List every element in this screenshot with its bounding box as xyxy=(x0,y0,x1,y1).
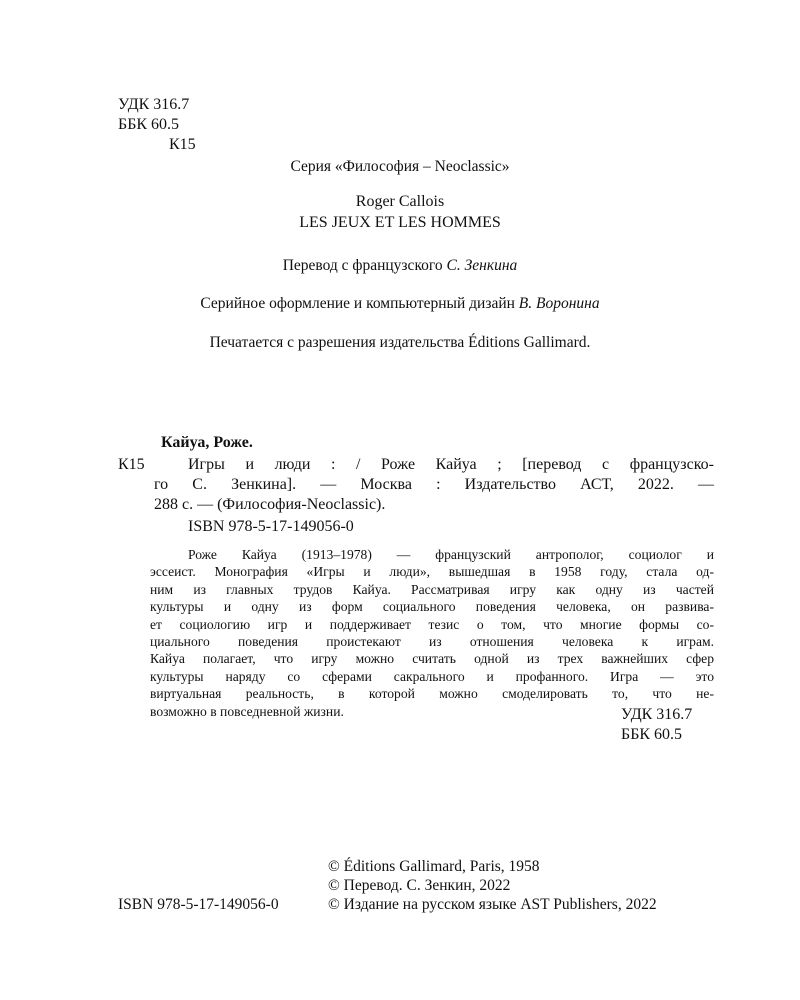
design-prefix: Серийное оформление и компьютерный дизайн xyxy=(200,295,519,312)
annotation-line: циального поведения проистекают из отношения человека к играм. xyxy=(150,634,714,650)
bib-heading: Кайуа, Роже. xyxy=(161,434,253,451)
annotation-line: культуры наряду со сферами сакрального и профанного. Игра — это xyxy=(150,668,714,684)
annotation-line: ним из главных трудов Кайуа. Рассматривая игру как одну из частей xyxy=(150,581,714,597)
bib-line: Игры и люди : / Роже Кайуа ; [перевод с французско- xyxy=(188,456,714,473)
annotation-line: возможно в повседневной жизни. xyxy=(150,703,344,719)
original-title: LES JEUX ET LES HOMMES xyxy=(299,214,501,231)
bib-author-mark: К15 xyxy=(118,456,145,473)
annotation-text xyxy=(150,546,714,720)
annotation-line: культуры и одну из форм социального поведения человека, он развива- xyxy=(150,599,714,615)
annotation-line: Кайуа полагает, что игру можно считать одной из трех важнейших сфер xyxy=(150,651,714,667)
bbk-code: ББК 60.5 xyxy=(118,116,180,133)
copyright-line: © Издание на русском языке AST Publishers, 2022 xyxy=(328,896,657,913)
copyright-isbn: ISBN 978-5-17-149056-0 xyxy=(118,896,279,913)
bib-description xyxy=(154,455,714,515)
copyright-line: © Éditions Gallimard, Paris, 1958 xyxy=(328,858,540,875)
translation-credit xyxy=(0,256,800,276)
translator-name: С. Зенкина xyxy=(446,257,518,274)
series-line: Серия «Философия – Neoclassic» xyxy=(290,158,510,175)
annotation-line: Роже Кайуа (1913–1978) — французский антрополог, социолог и xyxy=(188,547,714,562)
designer-name: В. Воронина xyxy=(518,295,600,312)
bib-isbn: ISBN 978-5-17-149056-0 xyxy=(188,518,354,535)
author-mark: К15 xyxy=(169,136,196,153)
udk-code: УДК 316.7 xyxy=(118,96,190,113)
original-author: Roger Callois xyxy=(355,193,445,210)
annotation-line: эссеист. Монография «Игры и люди», вышедшая в 1958 году, стала од- xyxy=(150,564,714,580)
bib-line: 288 с. — (Философия-Neoclassic). xyxy=(154,496,386,513)
annotation-udk: УДК 316.7 xyxy=(621,706,693,723)
translation-prefix: Перевод с французского xyxy=(282,257,447,274)
bib-line: го С. Зенкина]. — Москва : Издательство АСТ, 2022. — xyxy=(154,476,714,493)
design-credit xyxy=(0,294,800,314)
annotation-line: виртуальная реальность, в которой можно смоделировать то, что не- xyxy=(150,686,714,702)
annotation-line: ет социологию игр и поддерживает тезис о том, что многие формы со- xyxy=(150,616,714,632)
permission-note: Печатается с разрешения издательства Éditions Gallimard. xyxy=(209,334,591,351)
annotation-bbk: ББК 60.5 xyxy=(621,726,683,743)
copyright-line: © Перевод. С. Зенкин, 2022 xyxy=(328,877,511,894)
